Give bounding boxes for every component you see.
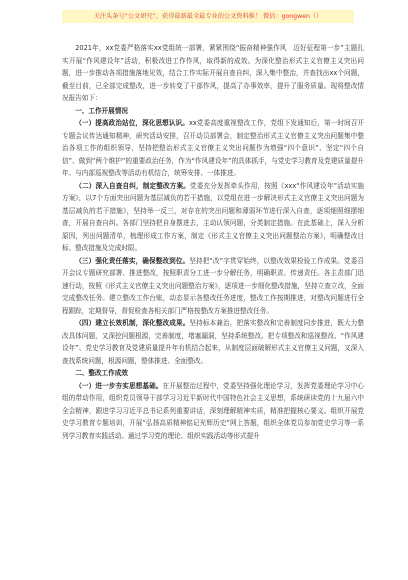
intro-paragraph: 2021年，xx党委严格落实xx党组统一部署，紧紧围绕“振奋精神强作风 迈好征程第一步”主题扎实开展“作风建设年”活动，积极改进工作作风，取得新的成效。为深化整治形式主义官僚主义突出问题，进一步推动各项措施落地见效，结合工作实际开展自查自纠，深入集中整治，并查找出xx个问题，截至目前，已全部完成整改，进一步转变了干部作风，提高了办事效率，提升了服务质量。现将整改情况报告如下：: [62, 44, 364, 102]
point-text: 坚持把“改”字贯穿始终，以整改效果检验工作成果。党委召开会议专题研究部署、推进整改，按照职责分工进一步分解任务，明确职责、传递责任。各主责部门迅速行动，按照《形式主义官僚主义突出问题整治方案》，逐项进一步细化整改措施，坚持立查立改，全面完成整改任务。建立整改工作台账，动态显示各整改任务进度，整改工作按期推进，对整改问题进行全程跟踪，定期督导，督促检查各相关部门严格按整改方案推进整改任务。: [62, 256, 364, 315]
point-title: （二）深入自查自纠，制定整改方案。: [75, 181, 190, 190]
point-text: 党委充分发挥牵头作用，按照《xxx“作风建设年”活动实施方案》，以7个方面突出问题为基层减负的若干措施，以党组在进一步解决形式主义官僚主义突出问题为基层减负的若干措施》，坚持举一反三，对存在的突出问题和薄弱环节进行深入自查，逐项细照细摆细查，开展自查自纠。各部门坚持把自身摆进去，主动认领问题，分类制定措施。在此基础上，深入分析原因，列出问题清单，梳理形成工作方案，制定《形式主义官僚主义突出问题整治方案》，明确整改目标、整改措施及完成时限。: [62, 181, 364, 252]
point-title: （一）进一步夯实思想基础。: [75, 381, 163, 390]
document-body: [62, 42, 364, 442]
point-paragraph: [62, 117, 364, 180]
point-paragraph: [62, 255, 364, 318]
point-paragraph: [62, 180, 364, 255]
point-text: 坚持标本兼治，把落实整改和完善制度同步推进，既大力整改具体问题，又深挖问题根源，完善制度，堵塞漏洞，坚持系统整改。把专项整改和巡视整改、“作风建设年”、党史学习教育及党建质量提升年有机结合起来，从制度层面破解形式主义官僚主义问题，又深入查找系统问题，根源问题，整体推进、全面整改。: [62, 319, 365, 365]
point-text: 在开展整治过程中，党委坚持强化理论学习，发挥党委理论学习中心组的带动作用，组织党员领导干部学习习近平新时代中国特色社会主义思想，系统研读党的十九届六中全会精神，跟进学习习近平总书记系列重要讲话，深刻理解精神实质，精准把握核心要义。组织开展党史学习教育专题培训，开展“弘扬高质精神铭记光辉历史”网上答题，组织全体党员参加党史学习等一系列学习教育实践活动。通过学习党的理论、组织实践活动等形式提升: [62, 381, 365, 440]
section-heading-1: 一、工作开展情况: [75, 106, 128, 115]
promo-banner[interactable]: 关注头条号“公文研究”，获得最新最全最专业的公文资料推！ 微信：gongwen（）: [62, 10, 354, 23]
point-title: （三）强化责任落实，确保整改到位。: [75, 256, 190, 265]
point-title: （一）提高政治站位，深化思想认识。: [75, 119, 189, 127]
section-heading-2: 二、整改工作成效: [75, 369, 128, 377]
point-title: （四）建立长效机制，深化整改成果。: [75, 319, 190, 327]
point-paragraph: [62, 380, 364, 443]
point-paragraph: [62, 317, 364, 367]
point-text: xx党委高度重视整改工作，党组下发通知后，第一时间召开专题会议传达通知精神，研究活动安排，召开动员部署会，制定整治形式主义官僚主义突出问题集中整治各项工作的组织领导，坚持把整治形式主义官僚主义突出问题作为增强“四个意识”、坚定“四个自信”、做到“两个维护”的重要政治任务，作为“作风建设年”的具体抓手，与党史学习教育及党建质量提升年、与内部巡视整改等活动有机结合，统筹安排、一体推进。: [62, 119, 365, 177]
